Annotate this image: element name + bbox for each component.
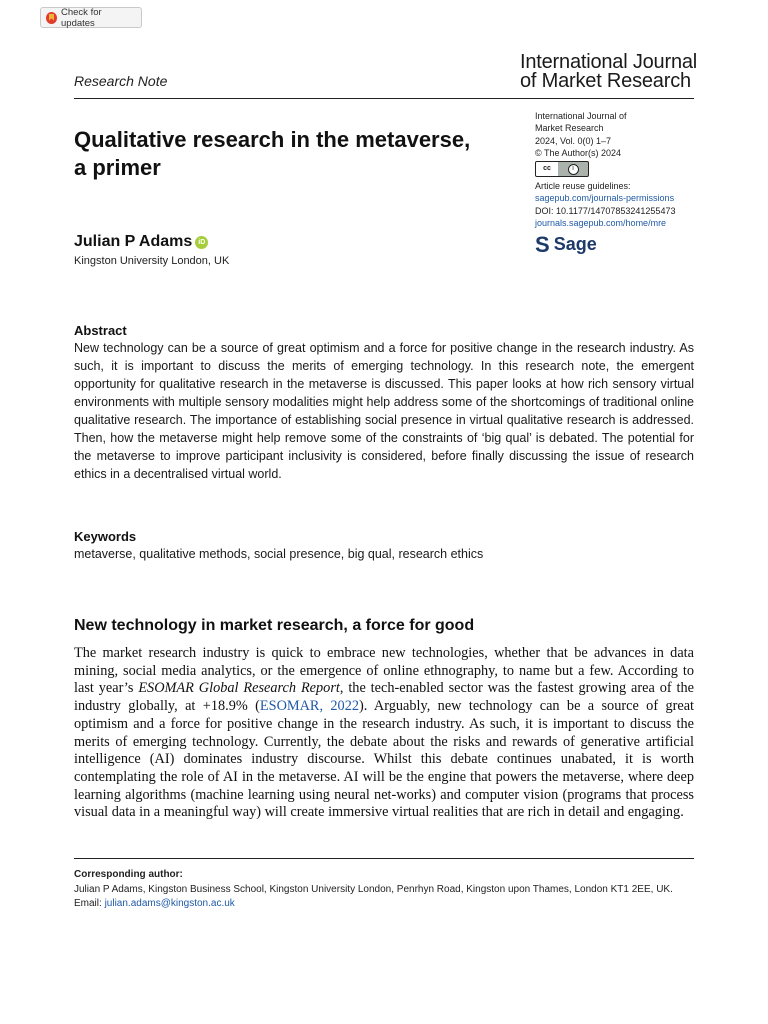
abstract-heading: Abstract: [74, 323, 127, 338]
journal-name-line2: of Market Research: [520, 70, 691, 92]
body-text-part2: , the tech-enabled sector was the fastest growing area of the industry globally, at +18.9% (: [74, 680, 695, 715]
keywords-section: [74, 529, 694, 563]
article-type: Research Note: [74, 73, 168, 89]
cc-license-icon[interactable]: [535, 161, 589, 177]
citation-link[interactable]: ESOMAR, 2022: [259, 698, 360, 715]
body-text-part1: The market research industry is quick to embrace new technologies, whether that be advances in data mining, social media analytics, or the emergence of online ethnography, to name but a few. According to last year’s: [74, 645, 694, 697]
meta-doi: DOI: 10.1177/14707853241255473: [535, 205, 676, 216]
meta-journal-line1: International Journal of: [535, 111, 627, 121]
keywords-text: metaverse, qualitative methods, social presence, big qual, research ethics: [74, 547, 484, 561]
corresponding-address: Julian P Adams, Kingston Business School, Kingston University London, Penrhyn Road, Kingston upon Thames, London KT1 2EE, UK.: [74, 883, 673, 895]
author: [74, 233, 208, 251]
reuse-guidelines-link[interactable]: sagepub.com/journals-permissions: [535, 193, 675, 204]
section-heading: New technology in market research, a force for good: [74, 617, 475, 634]
bookmark-icon: [46, 12, 57, 24]
article-metadata: [535, 110, 735, 229]
abstract-section: [74, 323, 694, 483]
keywords-heading: Keywords: [74, 529, 137, 544]
article-title: Qualitative research in the metaverse, a primer: [74, 127, 471, 180]
sage-s-icon: S: [535, 231, 550, 257]
corresponding-label: Corresponding author:: [74, 869, 183, 880]
check-for-updates-button[interactable]: [40, 7, 142, 28]
abstract-text: New technology can be a source of great optimism and a force for positive change in the research industry. As such, it is important to discuss the merits of emerging technology. In this research note, the emergent opportunity for qualitative research in the metaverse is discussed. This paper looks at how rich sensory virtual environments with multiple sensory modalities might help address some of the shortcomings of traditional online qualitative research. The importance of establishing social presence in virtual qualitative research is addressed. Then, how the metaverse might help remove some of the constraints of ‘big qual’ is debated. The potential for the metaverse to improve participant inclusivity is considered, before finally discussing the issue of research ethics in a decentralised virtual world.: [74, 341, 694, 481]
email-label: Email:: [74, 898, 105, 909]
attribution-icon: i: [568, 164, 579, 175]
journal-logo: [520, 53, 720, 91]
report-title: ESOMAR Global Research Report: [138, 680, 340, 697]
body-text-part3: ). Arguably, new technology can be a source of great optimism and a force for positive change in the research industry. As such, it is important to discuss the merits of emerging technology. Currently, the debate about the risks and rewards of generative artificial intelligence (AI) dominates industry discourse. Whilst this debate continues unabated, it is worth contemplating the role of AI in the metaverse. AI will be the engine that powers the metaverse, where deep learning algorithms (machine learning using neural net-works) and computer vision (programs that process visual data in a meaningful way) will create immersive virtual realities that are rich in detail and engaging.: [74, 698, 695, 821]
corresponding-author: [74, 868, 694, 912]
meta-journal-line2: Market Research: [535, 123, 604, 134]
corresponding-email-line: [74, 897, 694, 912]
orcid-icon[interactable]: iD: [195, 236, 208, 249]
meta-reuse-label: Article reuse guidelines:: [535, 181, 631, 192]
author-affiliation: Kingston University London, UK: [74, 255, 230, 267]
footnote-divider: [74, 858, 694, 859]
journal-homepage-link[interactable]: journals.sagepub.com/home/mre: [535, 218, 667, 229]
meta-copyright: © The Author(s) 2024: [535, 147, 622, 158]
header-divider: [74, 98, 694, 99]
journal-name-line1: International Journal: [520, 51, 698, 73]
email-link[interactable]: julian.adams@kingston.ac.uk: [104, 898, 235, 909]
publisher-name: Sage: [553, 234, 597, 254]
check-for-updates-label: Check for updates: [61, 6, 102, 29]
cc-icon: cc: [536, 162, 558, 176]
author-name: Julian P Adams: [74, 233, 193, 250]
publisher-logo: [535, 231, 597, 257]
meta-volume: 2024, Vol. 0(0) 1–7: [535, 135, 612, 146]
body-paragraph: [74, 645, 694, 822]
